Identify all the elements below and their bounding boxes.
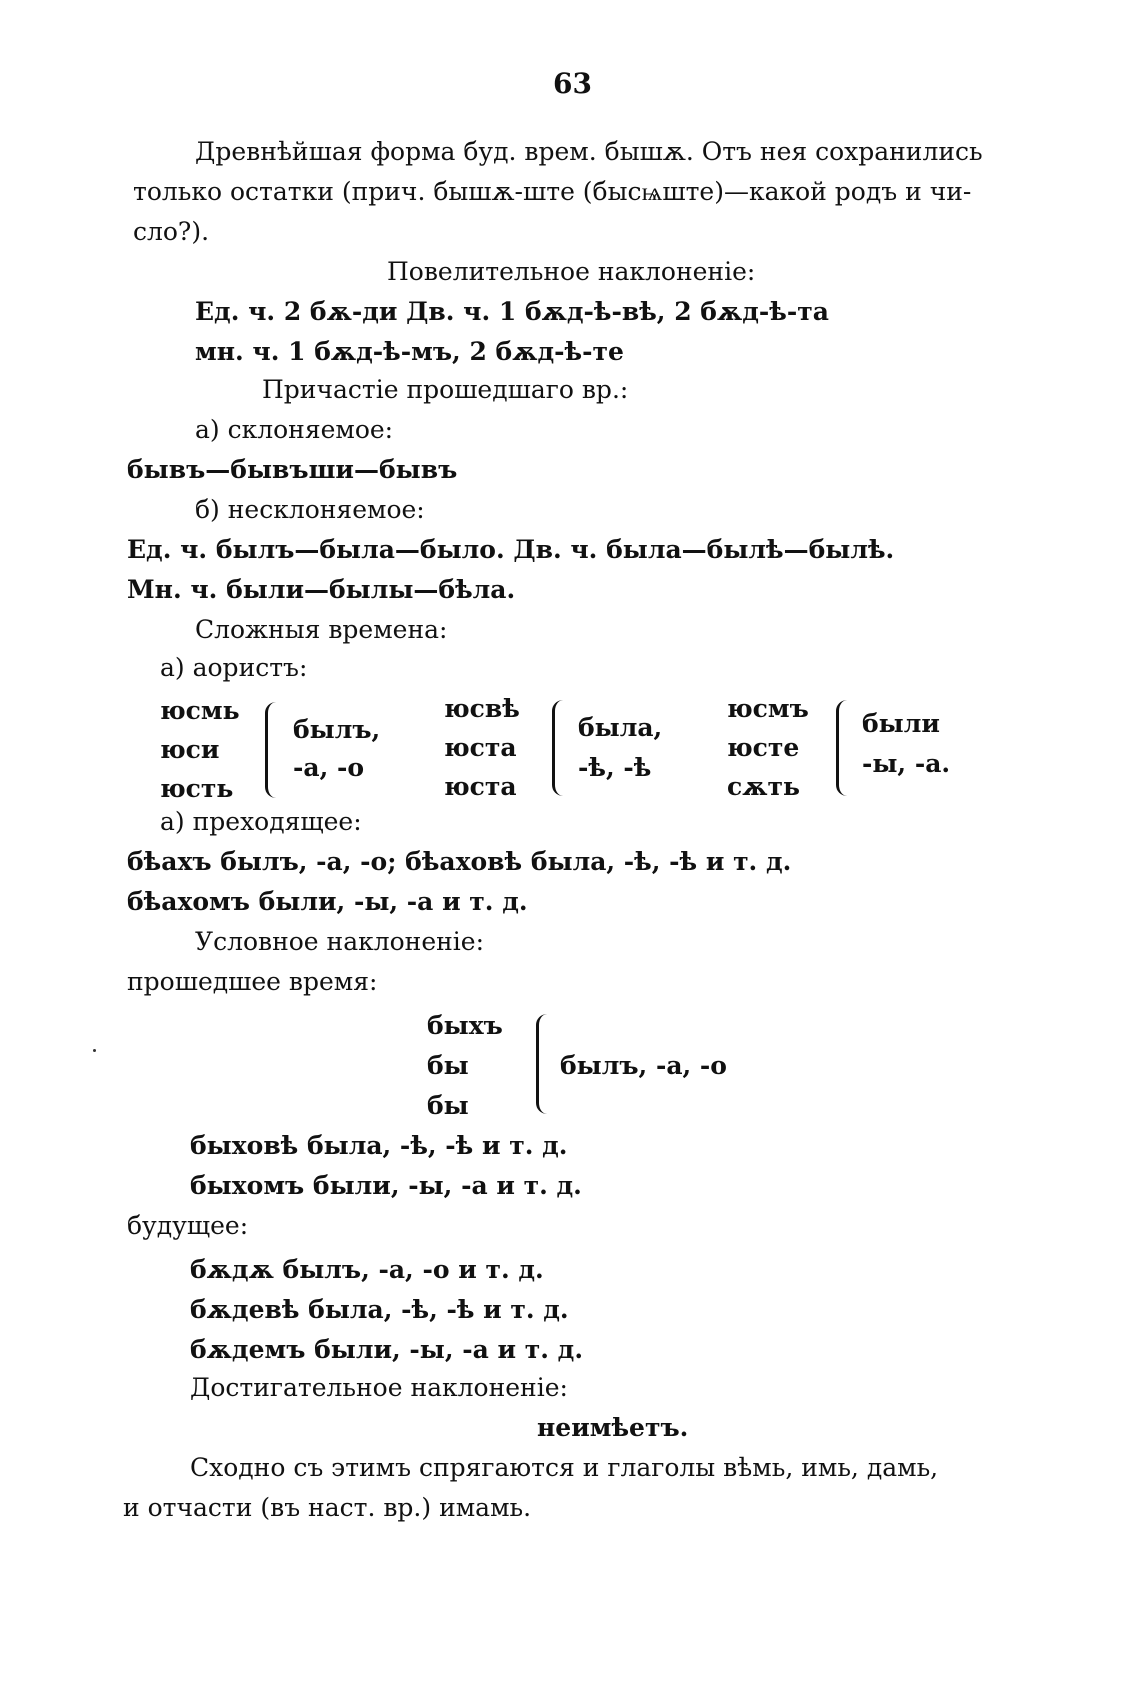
aorist-g3-form-2: -ы, -а. (862, 749, 951, 778)
intro-line-3: сло?). (133, 217, 210, 246)
imperative-line-2: мн. ч. 1 бѫд-ѣ-мъ, 2 бѫд-ѣ-те (195, 337, 624, 366)
conditional-aux-2: бы (427, 1051, 469, 1080)
attainment-value: неимѣетъ. (537, 1413, 689, 1442)
conditional-heading: Условное наклоненіе: (195, 927, 484, 956)
aorist-g3-brace (836, 700, 847, 796)
intro-line-2: только остатки (прич. бышѫ-ште (бысѩште)—какой родъ и чи- (133, 177, 972, 206)
imperative-heading: Повелительное наклоненіе: (387, 257, 756, 286)
aorist-g2-brace (552, 700, 563, 796)
aorist-g2-form-1: была, (578, 713, 663, 742)
aorist-g3-aux-2: юсте (727, 733, 800, 762)
aorist-g2-aux-2: юста (444, 733, 517, 762)
transitional-line-2: бѣахомъ были, -ы, -а и т. д. (127, 887, 528, 916)
aorist-g1-aux-2: юси (160, 735, 220, 764)
future-line-1: бѫдѫ былъ, -а, -о и т. д. (190, 1255, 544, 1284)
aorist-g1-brace (265, 702, 276, 798)
conditional-form: былъ, -а, -о (560, 1051, 727, 1080)
conditional-aux-3: бы (427, 1091, 469, 1120)
conditional-line-2: быхомъ были, -ы, -а и т. д. (190, 1171, 582, 1200)
aorist-g2-aux-1: юсвѣ (444, 694, 520, 723)
transitional-line-1: бѣахъ былъ, -а, -о; бѣаховѣ была, -ѣ, -ѣ и т. д. (127, 847, 792, 876)
participle-declinable: а) склоняемое: (195, 415, 394, 444)
paper-speck (93, 1049, 96, 1052)
participle-indeclinable-line-2: Мн. ч. были—былы—бѣла. (127, 575, 516, 604)
attainment-heading: Достигательное наклоненіе: (190, 1373, 568, 1402)
aorist-g1-form-2: -а, -о (293, 753, 365, 782)
transitional-heading: а) преходящее: (160, 807, 362, 836)
aorist-g2-form-2: -ѣ, -ѣ (578, 753, 652, 782)
aorist-g1-aux-1: юсмь (160, 696, 240, 725)
closing-line-2: и отчасти (въ наст. вр.) имамь. (123, 1493, 532, 1522)
aorist-g1-form-1: былъ, (293, 715, 381, 744)
participle-declinable-forms: бывъ—бывъши—бывъ (127, 455, 458, 484)
compound-heading: Сложныя времена: (195, 615, 448, 644)
aorist-g3-aux-3: сѫть (727, 772, 800, 801)
future-line-3: бѫдемъ были, -ы, -а и т. д. (190, 1335, 584, 1364)
aorist-g3-form-1: были (862, 709, 940, 738)
aorist-g2-aux-3: юста (444, 772, 517, 801)
aorist-g3-aux-1: юсмъ (727, 694, 809, 723)
aorist-heading: а) аористъ: (160, 653, 308, 682)
conditional-brace (536, 1014, 547, 1114)
participle-indeclinable-line-1: Ед. ч. былъ—была—было. Дв. ч. была—былѣ—былѣ. (127, 535, 895, 564)
conditional-aux-1: быхъ (427, 1011, 503, 1040)
closing-line-1: Сходно съ этимъ спрягаются и глаголы вѣмь, имь, дамь, (190, 1453, 939, 1482)
aorist-g1-aux-3: юсть (160, 774, 234, 803)
conditional-line-1: быховѣ была, -ѣ, -ѣ и т. д. (190, 1131, 568, 1160)
participle-heading: Причастіе прошедшаго вр.: (262, 375, 629, 404)
future-line-2: бѫдевѣ была, -ѣ, -ѣ и т. д. (190, 1295, 569, 1324)
future-heading: будущее: (127, 1211, 249, 1240)
intro-line-1: Древнѣйшая форма буд. врем. бышѫ. Отъ нея сохранились (195, 137, 983, 166)
imperative-line-1: Ед. ч. 2 бѫ-ди Дв. ч. 1 бѫд-ѣ-вѣ, 2 бѫд-ѣ-та (195, 297, 829, 326)
page-number: 63 (553, 67, 592, 100)
conditional-past-heading: прошедшее время: (127, 967, 378, 996)
participle-indeclinable: б) несклоняемое: (195, 495, 425, 524)
